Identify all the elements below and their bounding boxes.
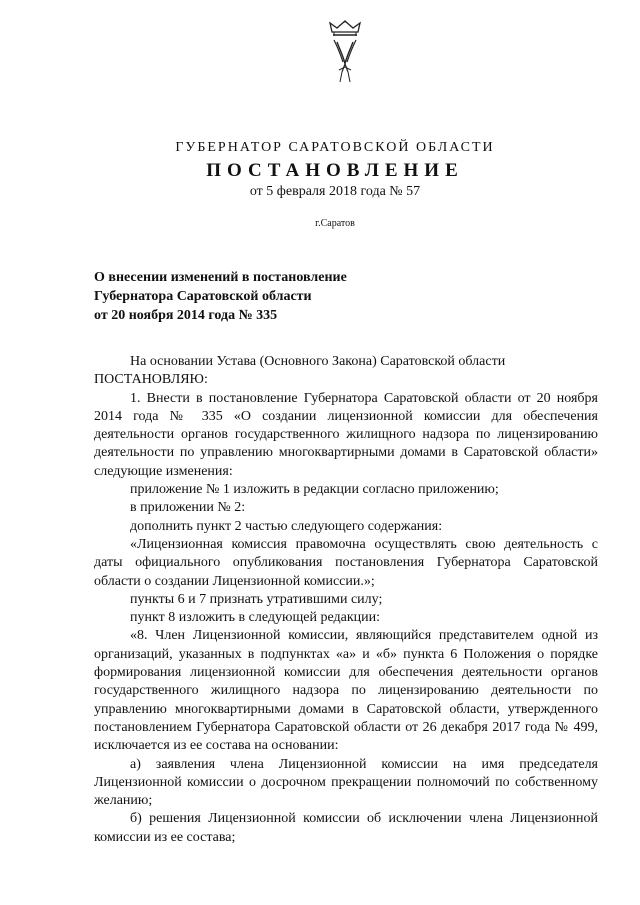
paragraph: «Лицензионная комиссия правомочна осуществлять свою деятельность с даты официального опубликования постановления Губернатора Саратовской области о создании Лицензионной комиссии.»; — [94, 536, 598, 589]
paragraph: пункты 6 и 7 признать утратившими силу; — [130, 591, 383, 607]
document-type: ПОСТАНОВЛЕНИЕ — [206, 160, 464, 181]
paragraph: а) заявления члена Лицензионной комиссии на имя председателя Лицензионной комиссии о досрочном прекращении полномочий по собственному желанию; — [94, 756, 598, 809]
subject-line: О внесении изменений в постановление — [94, 270, 347, 285]
paragraph: На основании Устава (Основного Закона) Саратовской области — [130, 354, 506, 369]
paragraph: приложение № 1 изложить в редакции согласно приложению; — [130, 482, 499, 498]
authority-title: ГУБЕРНАТОР САРАТОВСКОЙ ОБЛАСТИ — [175, 140, 495, 155]
date-and-number: от 5 февраля 2018 года № 57 — [249, 184, 421, 199]
paragraph: б) решения Лицензионной комиссии об исключении члена Лицензионной комиссии из ее состава; — [94, 811, 598, 845]
paragraph: в приложении № 2: — [130, 500, 246, 516]
subject-line: Губернатора Саратовской области — [94, 289, 312, 304]
resolution-word: ПОСТАНОВЛЯЮ: — [94, 372, 208, 388]
paragraph: пункт 8 изложить в следующей редакции: — [130, 610, 380, 626]
city-label: г.Саратов — [315, 218, 355, 229]
paragraph: дополнить пункт 2 частью следующего содержания: — [130, 518, 443, 534]
subject-line: от 20 ноября 2014 года № 335 — [94, 308, 278, 323]
document-body — [94, 353, 598, 847]
paragraph: 1. Внести в постановление Губернатора Саратовской области от 20 ноября 2014 года № 335 «О создании лицензионной комиссии для обеспечения деятельности органов государственного жилищного надзора по лицензированию деятельности по управлению многоквартирными домами в Саратовской области» следующие изменения: — [94, 390, 598, 479]
coat-of-arms-icon — [322, 20, 368, 86]
document-subject — [94, 268, 454, 325]
paragraph: «8. Член Лицензионной комиссии, являющийся представителем одной из организаций, указанных в подпунктах «а» и «б» пункта 6 Положения о порядке формирования лицензионной комиссии для обеспечения деятельности органов государственного жилищного надзора по лицензированию деятельности по управлению многоквартирными домами в Саратовской области, утвержденного постановлением Губернатора Саратовской области от 26 декабря 2017 года № 499, исключается из ее состава на основании: — [94, 628, 598, 754]
